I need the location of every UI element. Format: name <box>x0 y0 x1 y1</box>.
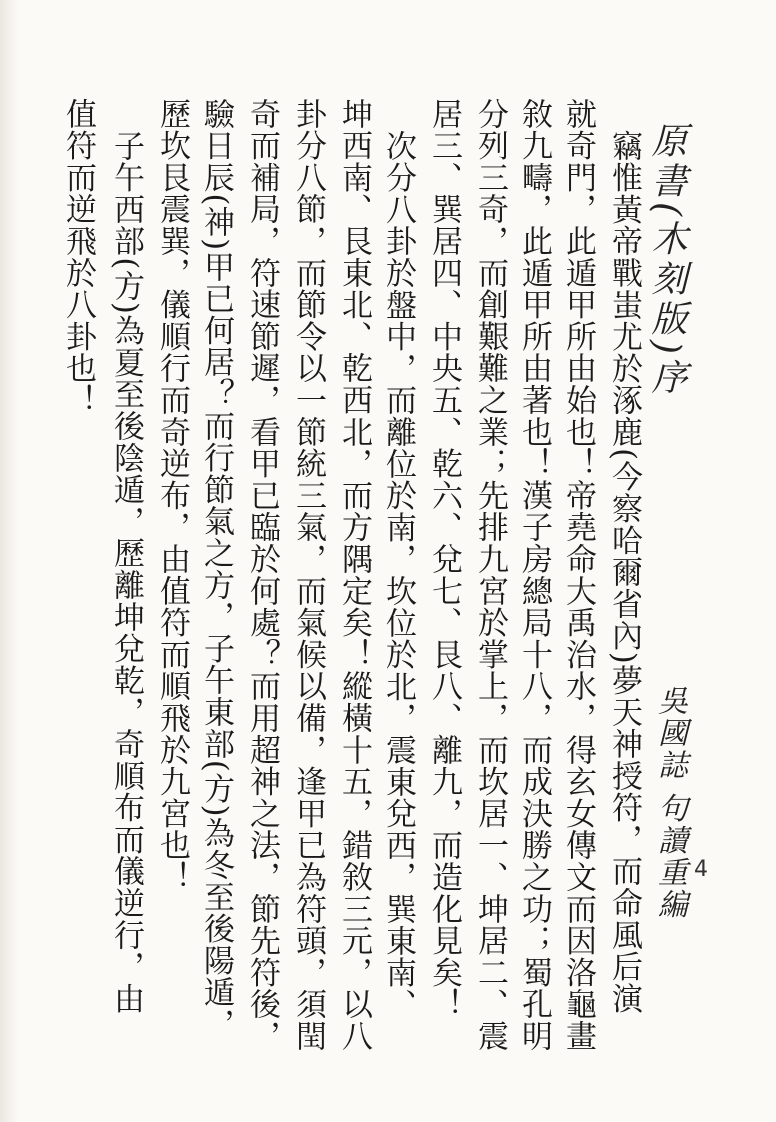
text-column-12: 子午西部(方)為夏至後陰遁，歷離坤兌乾，奇順布而儀逆行，由 <box>108 130 144 1015</box>
text-column-13: 值符而逆飛於八卦也！ <box>60 98 96 416</box>
author-byline: 吳國誌 句讀重編 <box>652 685 687 921</box>
text-column-10: 驗日辰(神)甲已何居？而行節氣之方，子午東部(方)為冬至後陽遁， <box>198 98 234 1040</box>
text-column-11: 歷坎艮震巽，儀順行而奇逆布，由值符而順飛於九宮也！ <box>154 98 190 893</box>
page-number: 4 <box>694 857 708 882</box>
page-title: 原書(木刻版)序 <box>646 122 687 399</box>
text-column-8: 卦分八節，而節令以一節統三氣，而氣候以備，逢甲已為符頭，須閏 <box>290 98 326 1052</box>
text-column-9: 奇而補局，符速節遲，看甲已臨於何處？而用超神之法，節先符後， <box>244 98 280 1052</box>
page-edge <box>0 0 18 1122</box>
text-column-1: 竊惟黃帝戰蚩尤於涿鹿(今察哈爾省內)夢天神授符，而命風后演 <box>606 130 642 1015</box>
text-column-4: 分列三奇，而創艱難之業；先排九宮於掌上，而坎居一、坤居二、震 <box>472 98 508 1052</box>
text-column-3: 敘九疇，此遁甲所由著也！漢子房總局十八，而成決勝之功；蜀孔明 <box>516 98 552 1052</box>
text-column-7: 坤西南、艮東北、乾西北，而方隅定矣！縱橫十五，錯敘三元，以八 <box>336 98 372 1052</box>
text-column-6: 次分八卦於盤中，而離位於南，坎位於北，震東兌西，巽東南、 <box>380 130 416 1021</box>
text-column-2: 就奇門，此遁甲所由始也！帝堯命大禹治水，得玄女傳文而因洛龜畫 <box>560 98 596 1052</box>
text-column-5: 居三、巽居四、中央五、乾六、兌七、艮八、離九，而造化見矣！ <box>426 98 462 1021</box>
